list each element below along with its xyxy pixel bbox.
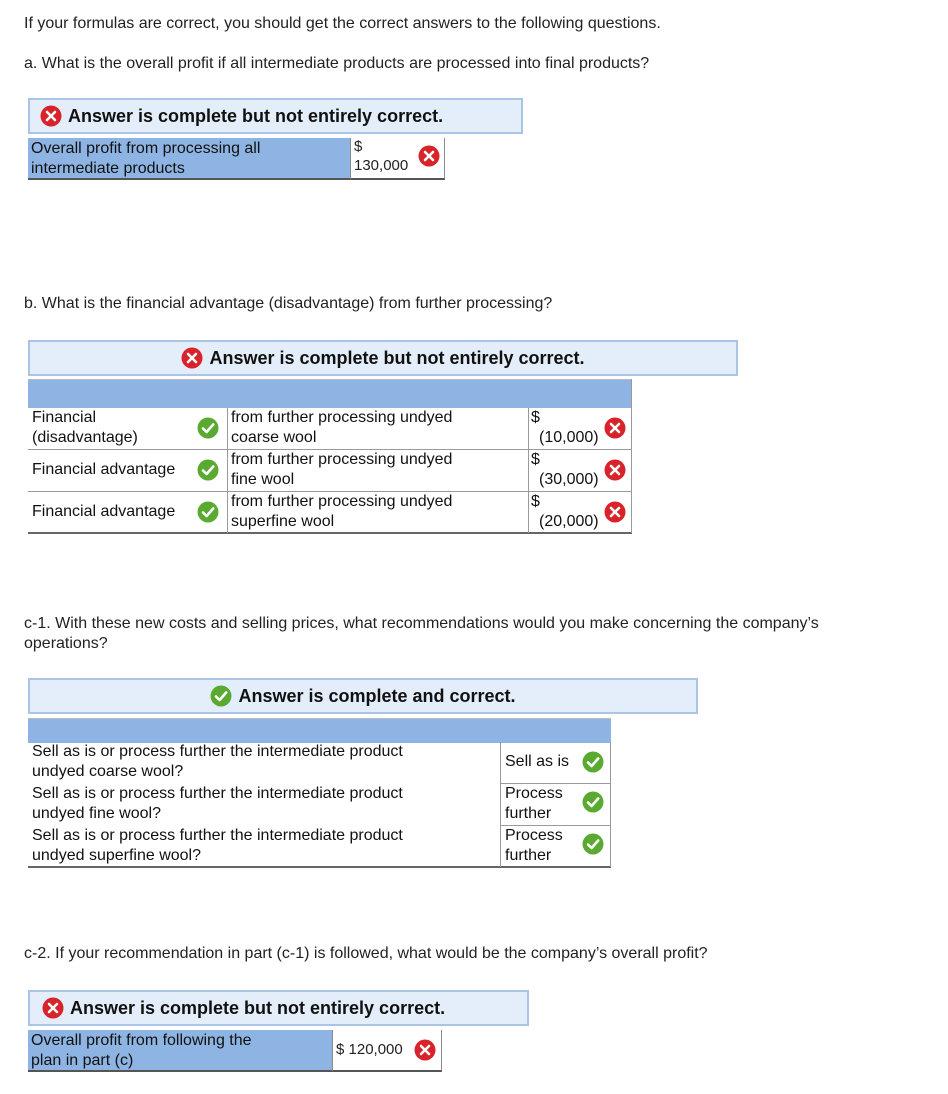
incorrect-icon xyxy=(604,501,626,523)
question-line: undyed fine wool? xyxy=(32,805,161,822)
row-divider xyxy=(500,825,611,826)
row-desc-b2 xyxy=(231,450,452,490)
select-value: Process xyxy=(505,827,563,844)
label-line: Overall profit from processing all xyxy=(31,140,261,157)
question-c2: c-2. If your recommendation in part (c-1) is followed, what would be the company’s overall profit? xyxy=(24,945,708,962)
column-divider xyxy=(610,742,611,867)
correct-icon xyxy=(582,751,604,773)
column-divider xyxy=(500,742,501,867)
correct-icon xyxy=(197,459,219,481)
row-question-c1-1 xyxy=(32,742,403,782)
input-value: (20,000) xyxy=(539,513,599,530)
incorrect-icon xyxy=(604,417,626,439)
label-line: Financial advantage xyxy=(32,503,176,520)
question-line: undyed superfine wool? xyxy=(32,847,202,864)
banner-text: Answer is complete but not entirely correct. xyxy=(68,105,444,126)
row-label-b1 xyxy=(32,408,138,448)
recommendation-select-2[interactable] xyxy=(505,784,563,824)
row-label-b2 xyxy=(32,460,175,480)
label-line: Overall profit from following the xyxy=(31,1032,252,1049)
input-value: (30,000) xyxy=(539,471,599,488)
row-divider xyxy=(28,449,632,450)
incorrect-icon xyxy=(604,459,626,481)
recommendation-select-3[interactable] xyxy=(505,826,563,866)
desc-line: coarse wool xyxy=(231,429,317,446)
input-value: (10,000) xyxy=(539,429,599,446)
desc-line: superfine wool xyxy=(231,513,335,530)
correct-icon xyxy=(582,833,604,855)
currency-sign: $ xyxy=(354,138,363,155)
select-value: Process xyxy=(505,785,563,802)
banner-text: Answer is complete but not entirely correct. xyxy=(209,347,585,368)
label-line: Financial advantage xyxy=(32,461,176,478)
question-line: undyed coarse wool? xyxy=(32,763,184,780)
label-line: intermediate products xyxy=(31,160,185,177)
banner-text: Answer is complete and correct. xyxy=(238,685,516,706)
select-value: further xyxy=(505,805,552,822)
currency-sign: $ xyxy=(531,451,540,468)
table-header-c1 xyxy=(28,718,611,743)
question-a: a. What is the overall profit if all intermediate products are processed into final products? xyxy=(24,55,650,72)
recommendation-select-1[interactable] xyxy=(505,752,569,772)
row-divider xyxy=(500,783,611,784)
input-value: 130,000 xyxy=(354,157,409,174)
table-bottom-border xyxy=(28,532,632,534)
answer-status-banner-b xyxy=(28,340,738,376)
column-divider xyxy=(631,379,632,533)
incorrect-icon xyxy=(414,1039,436,1061)
column-divider xyxy=(528,408,529,533)
correct-icon xyxy=(582,791,604,813)
currency-sign: $ xyxy=(336,1041,345,1058)
row-divider xyxy=(28,491,632,492)
incorrect-icon xyxy=(42,997,64,1019)
row-desc-b3 xyxy=(231,492,452,532)
desc-line: fine wool xyxy=(231,471,295,488)
question-line: Sell as is or process further the intermediate product xyxy=(32,743,403,760)
incorrect-icon xyxy=(40,105,62,127)
currency-sign: $ xyxy=(531,493,540,510)
answer-status-banner-c2 xyxy=(28,990,529,1026)
desc-line: from further processing undyed xyxy=(231,451,453,468)
answer-status-banner-c1 xyxy=(28,678,698,714)
table-header-b xyxy=(28,379,632,408)
label-line: Financial xyxy=(32,409,97,426)
row-question-c1-2 xyxy=(32,784,403,824)
table-bottom-border xyxy=(28,866,611,868)
label-line: plan in part (c) xyxy=(31,1052,134,1069)
correct-icon xyxy=(197,501,219,523)
banner-text: Answer is complete but not entirely correct. xyxy=(70,997,446,1018)
question-line: Sell as is or process further the intermediate product xyxy=(32,827,403,844)
row-desc-b1 xyxy=(231,408,452,448)
correct-icon xyxy=(210,685,232,707)
label-overall-profit-all xyxy=(28,138,350,180)
question-line: c-1. With these new costs and selling prices, what recommendations would you make concerning the company’s xyxy=(24,615,819,632)
question-c1 xyxy=(24,614,924,654)
desc-line: from further processing undyed xyxy=(231,409,453,426)
select-value: Sell as is xyxy=(505,753,570,770)
row-question-c1-3 xyxy=(32,826,403,866)
question-line: operations? xyxy=(24,635,108,652)
row-label-b3 xyxy=(32,502,175,522)
question-b: b. What is the financial advantage (disadvantage) from further processing? xyxy=(24,295,553,312)
answer-status-banner-a xyxy=(28,98,523,134)
correct-icon xyxy=(197,417,219,439)
label-line: (disadvantage) xyxy=(32,429,138,446)
incorrect-icon xyxy=(418,145,440,167)
column-divider xyxy=(227,408,228,533)
select-value: further xyxy=(505,847,552,864)
desc-line: from further processing undyed xyxy=(231,493,453,510)
incorrect-icon xyxy=(181,347,203,369)
currency-sign: $ xyxy=(531,409,540,426)
input-value: 120,000 xyxy=(348,1041,403,1058)
question-line: Sell as is or process further the intermediate product xyxy=(32,785,403,802)
label-overall-profit-plan xyxy=(28,1030,332,1072)
intro-text: If your formulas are correct, you should get the correct answers to the following questions. xyxy=(24,15,661,32)
